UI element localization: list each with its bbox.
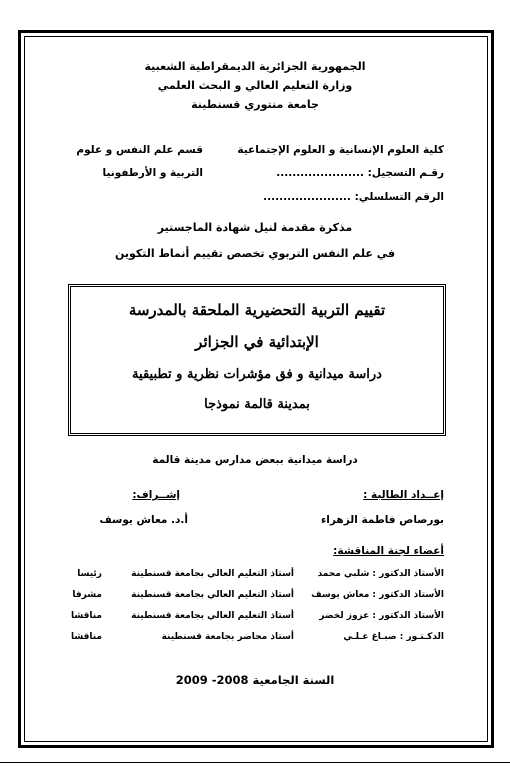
supervisor-name: أ.د. معاش يوسف: [99, 514, 188, 526]
committee-member-position: أستاذ محاضر بجامعة قسنطينة: [161, 632, 294, 642]
committee-member-role: مناقشا: [70, 632, 102, 642]
republic-name: الجمهورية الجزائرية الديمقراطية الشعبية: [144, 60, 366, 73]
committee-member-position: أستاذ التعليم العالي بجامعة قسنطينة: [131, 569, 294, 579]
thesis-specialty: في علم النفس التربوي تخصص تقييم أنماط التكوين: [114, 247, 396, 260]
department-line2: التربية و الأرطفونيا: [102, 167, 203, 179]
title-line-2: الإبتدائية في الجزائر: [195, 333, 319, 351]
subtitle-line-2: بمدينة قالمة نموذجا: [204, 397, 310, 412]
committee-member-role: مشرفا: [72, 590, 102, 600]
ministry-name: وزارة التعليم العالي و البحث العلمي: [157, 79, 353, 92]
study-note: دراسة ميدانية ببعض مدارس مدينة قالمة: [152, 454, 358, 466]
thesis-title-box: [68, 284, 446, 436]
committee-member-name: الأستاذ الدكتور : عزوز لخضر: [319, 611, 444, 621]
committee-heading: أعضاء لجنة المناقشة:: [333, 545, 444, 557]
committee-member-position: أستاذ التعليم العالي بجامعة قسنطينة: [131, 611, 294, 621]
academic-year: السنة الجامعية 2008- 2009: [175, 673, 335, 687]
committee-member-name: الدكـتـور : صبـاغ عـلـي: [343, 632, 444, 642]
bottom-rule: [0, 762, 510, 763]
committee-member-position: أستاذ التعليم العالي بجامعة قسنطينة: [131, 590, 294, 600]
faculty-name: كلية العلوم الإنسانية و العلوم الإجتماعية: [237, 144, 444, 156]
supervisor-label: إشــراف:: [132, 489, 180, 501]
committee-member-name: الأستاذ الدكتور : معاش يوسف: [311, 590, 444, 600]
committee-member-name: الأستاذ الدكتور : شلبي محمد: [317, 569, 444, 579]
committee-member-role: مناقشا: [70, 611, 102, 621]
subtitle-line-1: دراسة ميدانية و فق مؤشرات نظرية و تطبيقية: [132, 367, 382, 382]
student-label: إعــداد الطالبة :: [363, 489, 444, 501]
registration-number: رقـم التسجيل: ......................: [276, 167, 444, 179]
university-name: جامعة منتوري قسنطينة: [191, 98, 319, 111]
student-name: بورصاص فاطمة الزهراء: [320, 514, 444, 526]
title-line-1: تقييم التربية التحضيرية الملحقة بالمدرسة: [128, 301, 386, 319]
department-line1: قسم علم النفس و علوم: [76, 144, 203, 156]
thesis-purpose: مذكرة مقدمة لنيل شهادة الماجستير: [157, 221, 353, 234]
serial-number: الرقم التسلسلي: ......................: [263, 191, 444, 203]
committee-member-role: رئيسا: [77, 569, 102, 579]
